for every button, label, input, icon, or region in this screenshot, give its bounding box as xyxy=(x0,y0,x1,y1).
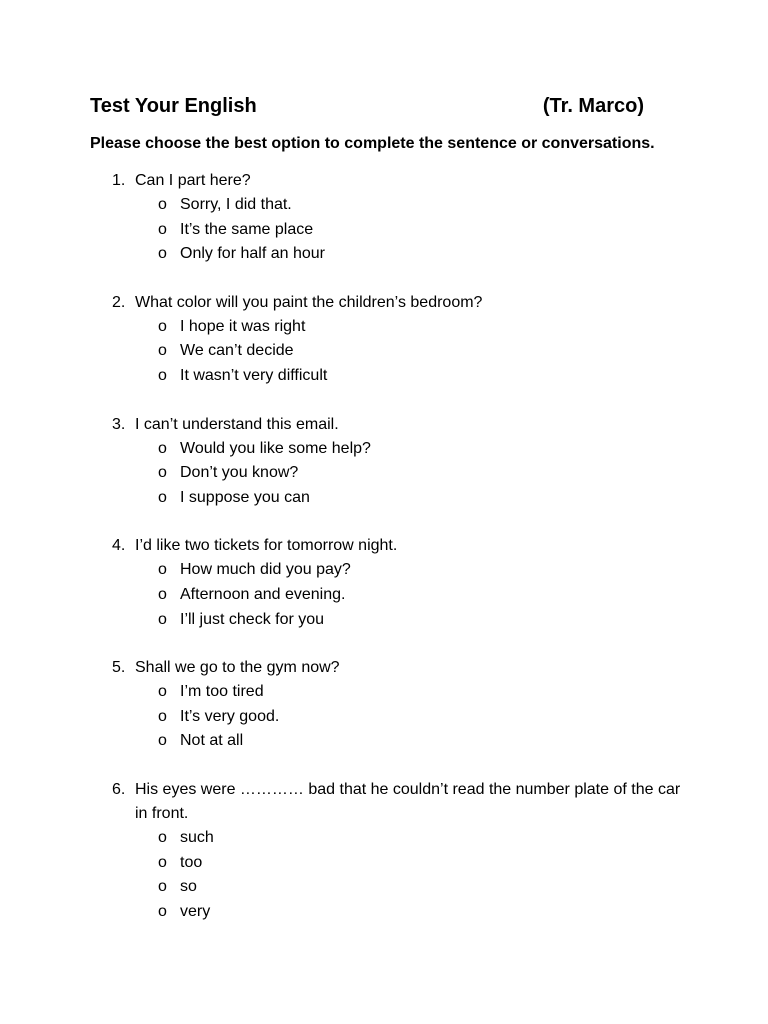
hollow-bullet-icon: o xyxy=(158,610,167,628)
question-4 xyxy=(90,534,690,632)
document-title: Test Your English xyxy=(90,95,257,117)
option-text: Not at all xyxy=(180,732,244,750)
hollow-bullet-icon: o xyxy=(158,902,167,920)
answer-option xyxy=(90,437,690,462)
hollow-bullet-icon: o xyxy=(158,245,167,263)
question-row xyxy=(90,778,690,826)
answer-option xyxy=(90,705,690,730)
option-list xyxy=(90,315,690,389)
hollow-bullet-icon: o xyxy=(158,732,167,750)
answer-option xyxy=(90,826,690,851)
question-text: I can’t understand this email. xyxy=(135,415,339,433)
option-list xyxy=(90,680,690,754)
option-text: very xyxy=(180,902,211,920)
question-row xyxy=(90,413,690,437)
question-number: 5. xyxy=(112,659,126,677)
answer-option xyxy=(90,339,690,364)
question-number: 4. xyxy=(112,537,126,555)
question-5 xyxy=(90,656,690,754)
question-list xyxy=(90,169,690,948)
answer-option xyxy=(90,729,690,754)
hollow-bullet-icon: o xyxy=(158,683,167,701)
question-text: His eyes were ………… bad that he couldn’t read the number plate of the car in front. xyxy=(135,780,681,822)
question-number: 1. xyxy=(112,172,126,189)
option-text: I’ll just check for you xyxy=(180,610,325,628)
question-2 xyxy=(90,291,690,389)
hollow-bullet-icon: o xyxy=(158,828,167,846)
option-text: Only for half an hour xyxy=(180,245,325,263)
hollow-bullet-icon: o xyxy=(158,464,167,482)
answer-option xyxy=(90,851,690,876)
option-text: Don’t you know? xyxy=(180,464,299,482)
instructions: Please choose the best option to complete the sentence or conversations. xyxy=(90,135,655,152)
question-text: What color will you paint the children’s bedroom? xyxy=(135,293,483,311)
answer-option xyxy=(90,461,690,486)
option-list xyxy=(90,558,690,632)
hollow-bullet-icon: o xyxy=(158,853,167,871)
option-text: How much did you pay? xyxy=(180,561,351,579)
option-text: We can’t decide xyxy=(180,342,294,360)
question-text: Can I part here? xyxy=(135,172,251,189)
document-header xyxy=(90,95,644,123)
hollow-bullet-icon: o xyxy=(158,707,167,725)
option-list xyxy=(90,193,690,267)
option-text: I’m too tired xyxy=(180,683,264,701)
answer-option xyxy=(90,558,690,583)
hollow-bullet-icon: o xyxy=(158,561,167,579)
answer-option xyxy=(90,364,690,389)
option-list xyxy=(90,826,690,924)
option-text: Sorry, I did that. xyxy=(180,196,292,213)
question-6 xyxy=(90,778,690,924)
question-row xyxy=(90,291,690,315)
answer-option xyxy=(90,242,690,267)
question-row xyxy=(90,656,690,680)
answer-option xyxy=(90,193,690,218)
option-text: such xyxy=(180,828,214,846)
option-text: so xyxy=(180,878,197,896)
answer-option xyxy=(90,218,690,243)
hollow-bullet-icon: o xyxy=(158,196,167,213)
question-row xyxy=(90,534,690,558)
option-text: Would you like some help? xyxy=(180,439,371,457)
answer-option xyxy=(90,315,690,340)
answer-option xyxy=(90,900,690,925)
hollow-bullet-icon: o xyxy=(158,585,167,603)
option-text: I hope it was right xyxy=(180,317,306,335)
answer-option xyxy=(90,608,690,633)
hollow-bullet-icon: o xyxy=(158,488,167,506)
option-text: too xyxy=(180,853,203,871)
question-1 xyxy=(90,169,690,267)
option-text: It wasn’t very difficult xyxy=(180,366,328,384)
question-text: Shall we go to the gym now? xyxy=(135,659,340,677)
option-text: I suppose you can xyxy=(180,488,310,506)
question-row xyxy=(90,169,690,193)
answer-option xyxy=(90,486,690,511)
answer-option xyxy=(90,875,690,900)
hollow-bullet-icon: o xyxy=(158,220,167,238)
question-3 xyxy=(90,413,690,511)
question-number: 3. xyxy=(112,415,126,433)
answer-option xyxy=(90,680,690,705)
hollow-bullet-icon: o xyxy=(158,878,167,896)
answer-option xyxy=(90,583,690,608)
question-number: 2. xyxy=(112,293,126,311)
option-list xyxy=(90,437,690,511)
hollow-bullet-icon: o xyxy=(158,366,167,384)
question-text: I’d like two tickets for tomorrow night. xyxy=(135,537,398,555)
option-text: It’s the same place xyxy=(180,220,314,238)
hollow-bullet-icon: o xyxy=(158,342,167,360)
hollow-bullet-icon: o xyxy=(158,439,167,457)
teacher-name: (Tr. Marco) xyxy=(542,95,644,117)
option-text: It’s very good. xyxy=(180,707,280,725)
question-number: 6. xyxy=(112,780,126,798)
hollow-bullet-icon: o xyxy=(158,317,167,335)
option-text: Afternoon and evening. xyxy=(180,585,346,603)
